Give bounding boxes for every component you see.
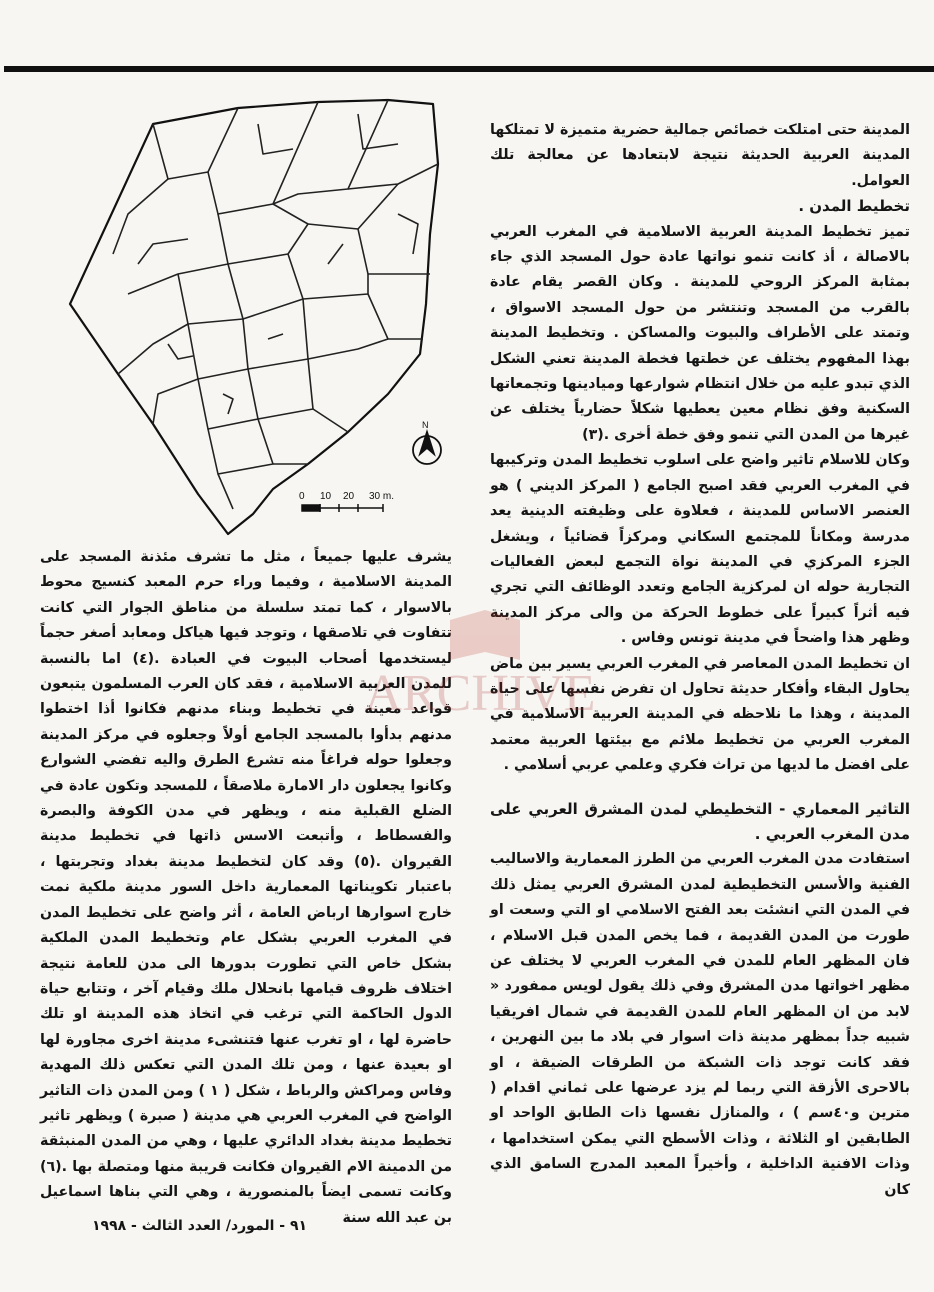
north-label: N (422, 420, 429, 430)
paragraph: وكان للاسلام تاثير واضح على اسلوب تخطيط المدن وتركيبها في المغرب العربي فقد اصبح الجامع ( المركز الديني ) هو العنصر الاساس للمدينة ، فعلاوة على وظيفته الدينية يعد مدرسة ومكاناً للمجتمع السكاني ومركزاً قضائياً ، ويشغل الجزء المركزي في المدينة نواة التجمع لبعض الفعاليات التجارية حوله ان لمركزية الجامع وتعدد الوظائف التي تجري فيه أثراً كبيراً على خطوط الحركة من والى مركز المدينة وظهر هذا واضحاً في مدينة تونس وفاس . (490, 452, 910, 647)
paragraph: استفادت مدن المغرب العربي من الطرز المعمارية والاساليب الفنية والأسس التخطيطية لمدن المشرق العربي يمثل ذلك في المدن التي انشئت بعد الفتح الاسلامي او التي وسعت او طورت من المدن القديمة ، فما يخص المدن قبل الاسلام ، فان المظهر العام للمدن في المغرب العربي لا يختلف عن مظهر اخواتها مدن المشرق وفي ذلك يقول لويس ممفورد « لابد من ان المظهر العام للمدن القديمة في شمال افريقيا شبيه جداً بمظهر مدينة ذات اسوار في بلاد ما بين النهرين ، فقد كانت توجد ذات الشبكة من الطرقات الضيقة ، او بالاحرى الأزقة التي ربما لم يزد عرضها على ثماني اقدام ( مترين و٤٠سم ) ، والمنازل نفسها ذات الطابق الواحد او الطابقين او الثلاثة ، وذات الأسطح التي يمكن استخدامها ، وذات الافنية الداخلية ، وأخيراً المعبد المدرج السامق الذي كان (490, 851, 911, 1198)
scale-label-20: 20 (343, 491, 355, 502)
page-footer: ٩١ - المورد/ العدد الثالث - ١٩٩٨ (92, 1218, 308, 1234)
paragraph: المدينة حتى امتلكت خصائص جمالية حضرية متميزة لا تمتلكها المدينة العربية الحديثة نتيجة لابتعادها عن معالجة تلك العوامل. (490, 122, 910, 189)
north-arrow (413, 432, 441, 464)
scale-label-0: 0 (299, 491, 305, 502)
section-heading: تخطيط المدن . (798, 197, 910, 216)
paragraph: تميز تخطيط المدينة العربية الاسلامية في المغرب العربي بالاصالة ، أذ كانت تنمو نواتها عادة حول المسجد الذي جاء بمثابة المركز الروحي للمدينة . وكان القصر يقام عادة بالقرب من المسجد وتنتشر من حول المسجد الاسواق ، وتمتد على الأطراف والبيوت والمساكن . وتخطيط المدينة بهذا المفهوم يختلف عن خطتها فخطة المدينة تعني الشكل الذي تبدو عليه من خلال انتظام شوارعها وميادينها وتجمعاتها السكنية وفق نظام معين يعطيها شكلاً حضارياً يختلف عن غيرها من المدن التي تنمو وفق خطة أخرى .(٣) (490, 223, 910, 443)
scale-label-30: 30 m. (369, 491, 395, 502)
scale-bar (302, 504, 383, 512)
header-rule (4, 66, 934, 72)
right-text-column (490, 118, 911, 1198)
city-outline (70, 100, 438, 534)
city-plan-figure (58, 94, 448, 534)
watermark-text: ARCHIVE (364, 665, 596, 722)
paragraph: ان تخطيط المدن المعاصر في المغرب العربي يسير بين ماض يحاول البقاء وأفكار حديثة تحاول ان تفرض نفسها على حياة المدينة ، وهذا ما نلاحظه في المدينة العربية الاسلامية في المغرب العربي من تخطيط ملائم مع بيئتها العربية معتمد على افضل ما لديها من تراث فكري وعلمي عربي أسلامي . (490, 655, 910, 774)
section-heading: التاثير المعماري - التخطيطي لمدن المشرق العربي على مدن المغرب العربي . (490, 799, 910, 843)
scale-label-10: 10 (320, 491, 332, 502)
paragraph: يشرف عليها جميعاً ، مثل ما تشرف مئذنة المسجد على المدينة الاسلامية ، وفيما وراء حرم المعبد كنسيج محوط بالاسوار ، كما تمتد سلسلة من مناطق الجوار التي كانت تتفاوت في تلاصقها ، وتوجد فيها هياكل ومعابد أصغر حجماً ليستخدمها أصحاب البيوت في العبادة .(٤) اما بالنسبة للمدن العربية الاسلامية ، فقد كان العرب المسلمون يتبعون قواعد معينة في تخطيط وبناء مدنهم فكانوا أذا اختطوا مدنهم بدأوا بالمسجد الجامع أولاً وجعلوه في مركز المدينة وجعلوا حوله فراغاً منه تشرع الطرق واليه تفضي الشوارع وكانوا يجعلون دار الامارة ملاصقاً ، للمسجد وتكون عادة في الضلع القبلية منه ، ويظهر في مدن الكوفة والبصرة والفسطاط ، وأتبعت الاسس ذاتها في تخطيط مدينة القيروان .(٥) وقد كان لتخطيط مدينة بغداد وتجربتها ، باعتبار تكويناتها المعمارية داخل السور مدينة ملكية نمت خارج اسوارها ارباض العامة ، أثر واضح على تخطيط المدن في المغرب العربي بشكل عام وتخطيط المدن الملكية بشكل خاص التي تطورت بدورها الى مدن للعامة نتيجة اختلاف ظروف قيامها بانحلال ملك وقيام آخر ، وتتابع حياة الدول الحاكمة التي ترغب في اتخاذ هذه المدينة او تلك حاضرة لها ، او تغرب عنها فتنشىء مدينة اخرى مجاورة لها او بعيدة عنها ، ومن تلك المدن التي تعكس ذلك المهدية وفاس ومراكش والرباط ، شكل ( ١ ) ومن المدن ذات التاثير الواضح في المغرب العربي هي مدينة ( صبرة ) ويظهر تاثير تخطيط مدينة بغداد الدائري عليها ، وهي من المدن المنبثقة من الدمينة الام القيروان فكانت قريبة منها ومتصلة بها .(٦) وكانت تسمى ايضاً بالمنصورية ، وهي التي بناها اسماعيل بن عبد الله سنة (40, 549, 452, 1226)
